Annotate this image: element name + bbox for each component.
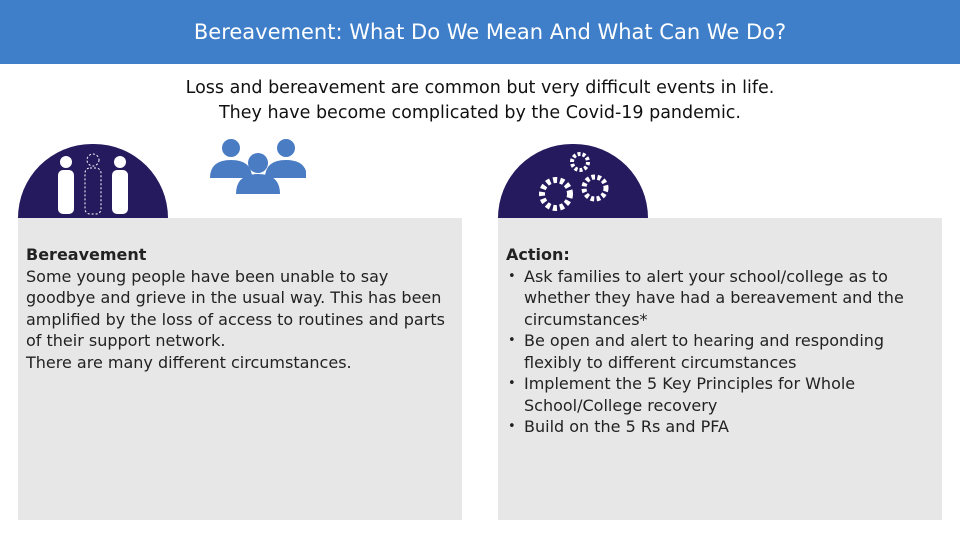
subtitle-line-1: Loss and bereavement are common but very difficult events in life.: [185, 78, 775, 98]
group-people-icon: [206, 136, 306, 196]
action-item: • Implement the 5 Key Principles for Whole School/College recovery: [506, 373, 932, 416]
action-item: • Be open and alert to hearing and responding flexibly to different circumstances: [506, 330, 932, 373]
bereavement-text: Some young people have been unable to say goodbye and grieve in the usual way. This has been amplified by the loss of access to routines and parts of their support network.: [26, 266, 445, 350]
action-list: [506, 266, 932, 438]
bereavement-heading: Bereavement: [26, 245, 147, 264]
bereavement-text: There are many different circumstances.: [26, 352, 352, 372]
subtitle: [0, 76, 960, 126]
people-loss-icon: [18, 144, 168, 218]
action-item: • Build on the 5 Rs and PFA: [506, 416, 932, 438]
bereavement-panel: [18, 218, 462, 520]
gears-icon: [498, 144, 648, 218]
page-title: Bereavement: What Do We Mean And What Can We Do?: [193, 20, 787, 44]
subtitle-line-2: They have become complicated by the Covid-19 pandemic.: [218, 103, 741, 123]
action-panel: [498, 218, 942, 520]
action-item: • Ask families to alert your school/college as to whether they have had a bereavement and the circumstances*: [506, 266, 932, 331]
action-heading: Action:: [506, 245, 570, 264]
header-bar: [0, 0, 960, 64]
